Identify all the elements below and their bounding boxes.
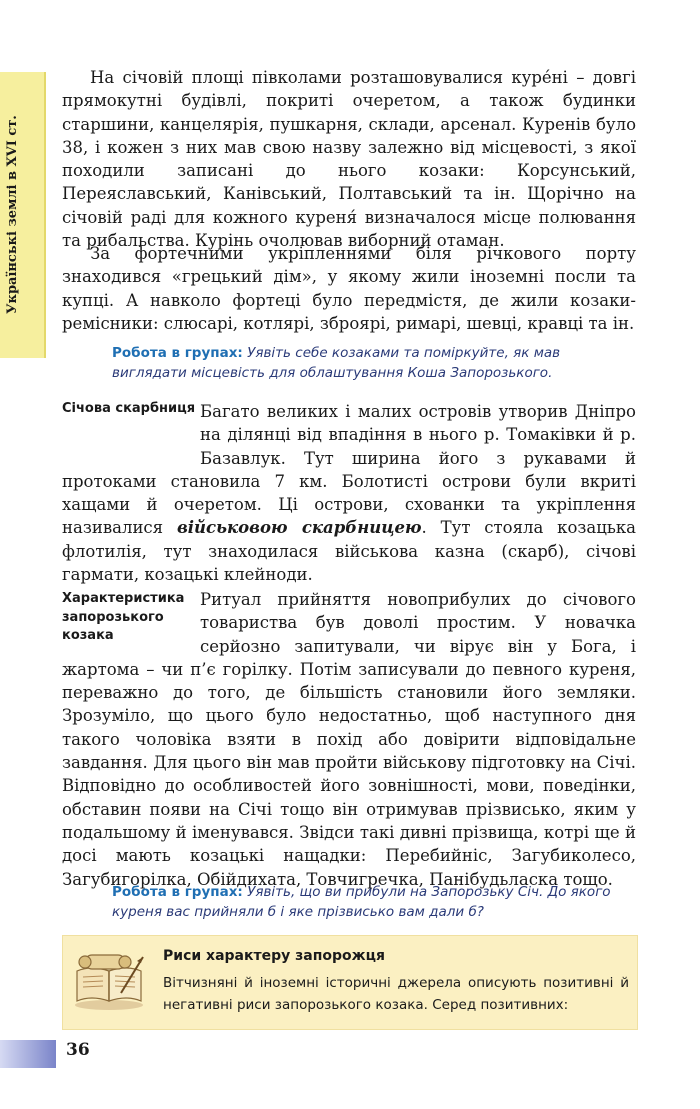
section-kharakterystyka-body: Ритуал прийняття новоприбулих до січового товариства був доволі простим. У новачка серйозно запитували, чи вірує він у Бога, і жартома – чи п’є горілку. Потім записували до певного куреня, переважно до того, де більшість становили його земляки. Зрозуміло, що цього було недостатньо, щоб наступного дня такого чоловіка взяти в похід або довірити відповідальне завдання. Для цього він мав пройти військову підготовку на Січі. Відповідно до особливостей його зовнішності, мови, поведінки, обставин появи на Січі тощо він отримував прізвисько, яким у подальшому й іменувався. Звідси такі дивні прізвища, котрі ще й досі мають козацькі нащадки: Перебийніс, Загубиколесо, Загубигорілка, Обійдихата, Товчигречка, Панібудьласка тощо. <box>62 590 636 889</box>
section-skarbnytsia-part-a: Багато великих і малих островів утворив Дніпро на ділянці від впадіння в нього р. Томаківки й р. Базавлук. Тут ширина його з рукавами й протоками становила 7 км. Болотисті острови були вкриті хащами й очеретом. Ці острови, схованки та укріплення називалися <box>62 402 636 538</box>
section-skarbnytsia-text <box>62 400 636 586</box>
page-number: 36 <box>66 1040 90 1060</box>
section-kharakterystyka-text <box>62 588 636 891</box>
group-task-text: Уявіть, що ви прибули на Запорозьку Січ. До якого куреня вас прийняли б і яке прізвисько вам дали б? <box>112 884 611 920</box>
infobox-rysy-kharakteru <box>62 935 638 1030</box>
infobox-text: Вітчизняні й іноземні історичні джерела описують позитивні й негативні риси запорозького козака. Серед позитивних: <box>163 975 629 1013</box>
section-skarbnytsia-part-b: . Тут стояла козацька флотилія, тут знаходилася військова казна (скарб), січові гармати, козацькі клейноди. <box>62 518 636 585</box>
paragraph-kureni: На січовій площі півколами розташовувалися куре́ні – довгі прямокутні будівлі, покриті очеретом, а також будинки старшини, канцелярія, пушкарня, склади, арсенал. Куренів було 38, і кожен з них мав свою назву залежно від місцевості, з якої походили записані до нього козаки: Корсунський, Переяславський, Канівський, Полтавський та ін. Щорічно на січовій раді для кожного куреня́ визначалося місце полювання та рибальства. Курінь очолював виборний отаман. <box>62 68 636 251</box>
group-task-label: Робота в групах: <box>112 345 243 361</box>
side-tab <box>0 72 46 358</box>
margin-title-skarbnytsia: Січова скарбниця <box>62 401 196 416</box>
group-task-text: Уявіть себе козаками та поміркуйте, як мав виглядати місцевість для облаштування Коша Запорозького. <box>112 345 561 381</box>
group-task-label: Робота в групах: <box>112 884 243 900</box>
group-task-2 <box>112 882 636 922</box>
paragraph-hretskyi-dim: За фортечними укріпленнями біля річкового порту знаходився «грецький дім», у якому жили іноземні посли та купці. А навколо фортеці було передмістя, де жили козаки-ремісники: слюсарі, котлярі, зброярі, римарі, шевці, кравці та ін. <box>62 244 636 333</box>
margin-title-kharakterystyka: Характеристика запорозького козака <box>62 591 185 643</box>
page-number-band <box>0 1040 56 1068</box>
book-scroll-icon <box>71 949 147 1011</box>
group-task-1 <box>112 343 636 383</box>
infobox-title: Риси характеру запорожця <box>163 948 385 964</box>
side-tab-label: Українські землі в XVI ст. <box>5 115 20 315</box>
term-viiskova-skarbnytsia: військовою скарбницею <box>176 518 422 538</box>
